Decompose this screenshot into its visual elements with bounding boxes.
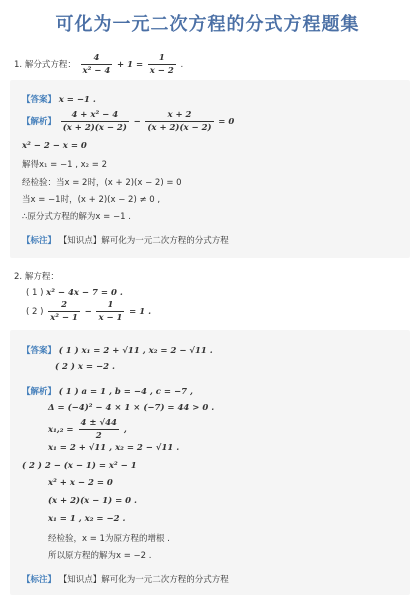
step-line: (x + 2)(x − 1) = 0 .	[48, 496, 138, 506]
fraction: $\frac{\text{4 + x² − 4}}{(x + 2)(x - 2)}$	[62, 110, 127, 133]
fraction: $\frac{1}{x - 2}$	[149, 53, 174, 76]
question-1: 1. 解分式方程： $\frac{4}{\text{x² − 4}}$ + 1 = $\frac{1}{x - 2}$ .	[14, 53, 184, 76]
step-line: x² + x − 2 = 0	[48, 478, 113, 488]
fraction: $\frac{4}{\text{x² − 4}}$	[82, 53, 111, 76]
question-2	[14, 270, 59, 282]
analysis-tag: 【解析】	[22, 387, 57, 397]
question-number: 2.	[14, 272, 23, 282]
step-line: Δ = (−4)² − 4 × 1 × (−7) = 44 > 0 .	[48, 403, 215, 413]
step-line: 经检验：当x = 2时，(x + 2)(x − 2) = 0	[22, 178, 182, 188]
step-line: ( 2 ) 2 − (x − 1) = x² − 1	[22, 461, 137, 471]
note-tag: 【标注】	[22, 575, 57, 585]
analysis-tag: 【解析】	[22, 117, 57, 127]
answer-tag: 【答案】	[22, 95, 57, 105]
question-prompt: 解方程：	[24, 272, 59, 282]
step-line: 所以原方程的解为x = −2 .	[48, 551, 152, 561]
step-line: x₁ = 1 , x₂ = −2 .	[48, 514, 126, 524]
answer-line: ( 2 ) x = −2 .	[55, 362, 115, 372]
step-line: x² − 2 − x = 0	[22, 141, 87, 151]
analysis-line: 【解析】 $\frac{\text{4 + x² − 4}}{(x + 2)(x - 2)}$ − $\frac{x + 2}{(x + 2)(x - 2)}$ = 0	[22, 110, 235, 133]
fraction: $\frac{4 \pm √44}{2}$	[80, 418, 117, 441]
answer-tag: 【答案】	[22, 346, 57, 356]
fraction: $\frac{1}{x - 1}$	[98, 300, 123, 323]
step-line: ∴原分式方程的解为x = −1 .	[22, 212, 131, 222]
step-line: 经检验，x = 1为原方程的增根 .	[48, 534, 170, 544]
question-number: 1.	[14, 60, 23, 70]
step-line: 当x = −1时，(x + 2)(x − 2) ≠ 0 ,	[22, 195, 161, 205]
note-tag: 【标注】	[22, 236, 57, 246]
analysis-line: 【解析】 ( 1 ) a = 1 , b = −4 , c = −7 ,	[22, 387, 193, 397]
page-title: 可化为一元二次方程的分式方程题集	[55, 14, 360, 35]
question-prompt: 解分式方程：	[24, 60, 76, 70]
answer-line: 【答案】 ( 1 ) x₁ = 2 + √11 , x₂ = 2 − √11 .	[22, 346, 213, 356]
subquestion-1: ( 1 ) x² − 4x − 7 = 0 .	[26, 288, 123, 298]
step-line: x₁,₂ = $\frac{4 \pm √44}{2}$ ,	[48, 418, 127, 441]
answer-line: 【答案】 x = −1 .	[22, 95, 96, 105]
note-line: 【标注】 【知识点】解可化为一元二次方程的分式方程	[22, 575, 229, 585]
fraction: $\frac{2}{\text{x² − 1}}$	[50, 300, 78, 323]
step-line: x₁ = 2 + √11 , x₂ = 2 − √11 .	[48, 443, 180, 453]
note-line: 【标注】 【知识点】解可化为一元二次方程的分式方程	[22, 236, 229, 246]
subquestion-2: ( 2 ) $\frac{2}{\text{x² − 1}}$ − $\frac{1}{x - 1}$ = 1 .	[26, 300, 152, 323]
step-line: 解得x₁ = −1 , x₂ = 2	[22, 160, 107, 170]
fraction: $\frac{x + 2}{(x + 2)(x - 2)}$	[147, 110, 212, 133]
